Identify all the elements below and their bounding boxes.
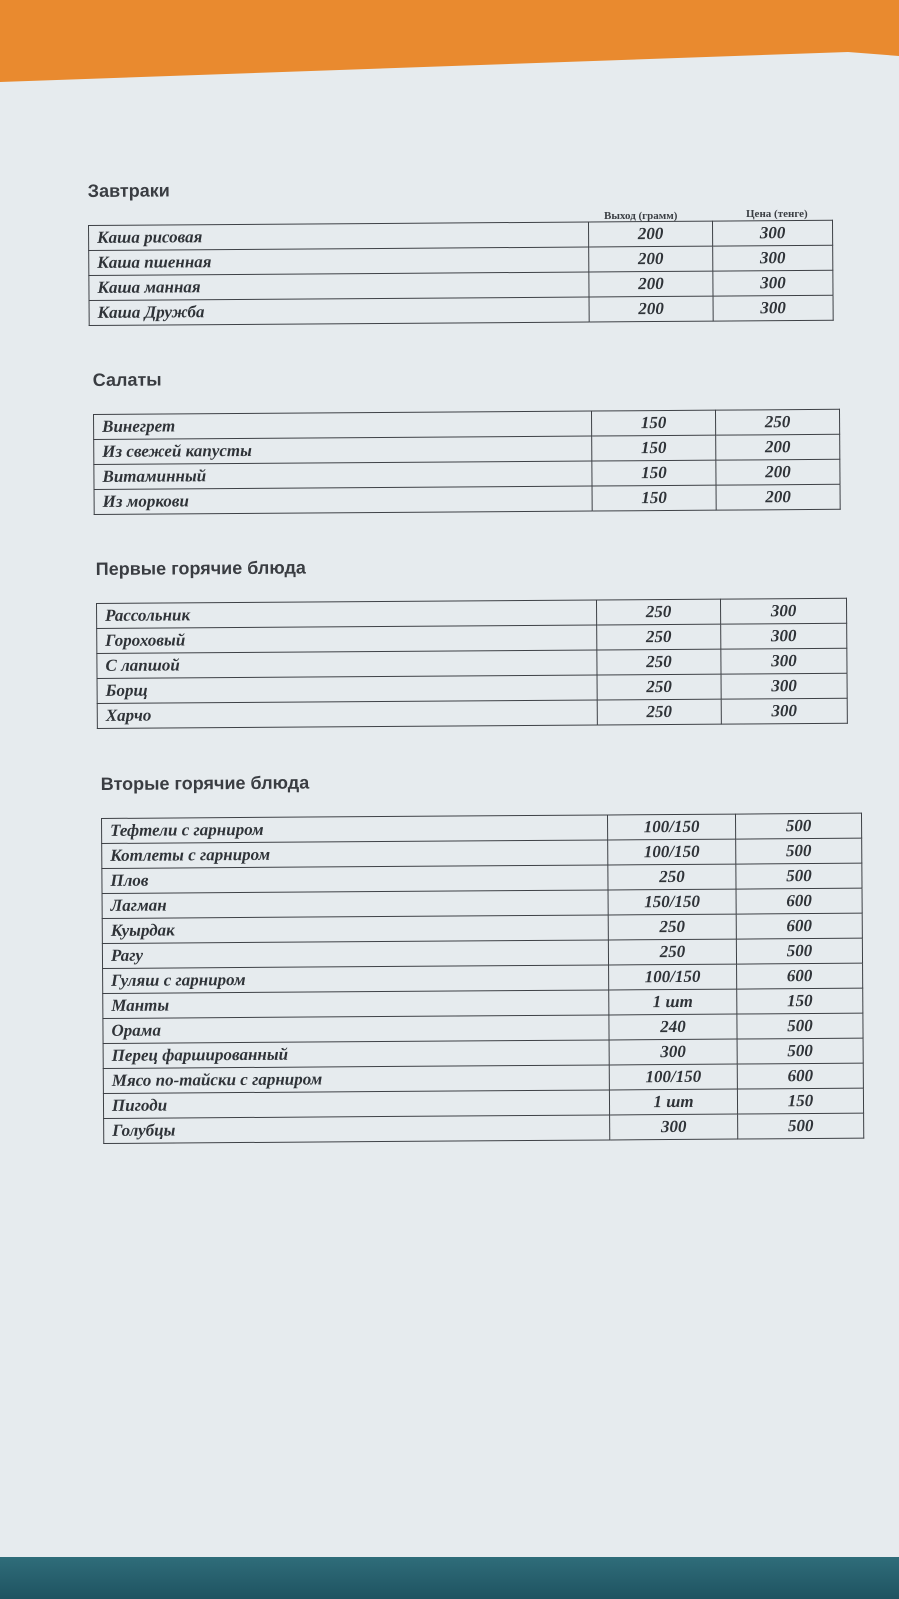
item-price: 300 <box>721 673 847 699</box>
item-name: Плов <box>102 865 608 894</box>
item-yield: 300 <box>609 1039 737 1065</box>
item-name: Перец фаршированный <box>103 1040 609 1069</box>
section-salads <box>92 369 841 515</box>
item-name: Из свежей капусты <box>94 436 592 464</box>
item-yield: 250 <box>597 649 721 675</box>
item-name: Каша манная <box>89 272 589 300</box>
table-row <box>97 698 847 728</box>
item-yield: 200 <box>589 296 713 322</box>
item-price: 300 <box>720 598 846 624</box>
item-name: Каша Дружба <box>89 297 589 325</box>
item-name: Орама <box>103 1015 609 1044</box>
item-name: Голубцы <box>104 1115 610 1144</box>
item-name: Пигоди <box>103 1090 609 1119</box>
item-price: 600 <box>736 888 862 914</box>
table-row <box>89 295 833 325</box>
item-name: Каша рисовая <box>89 222 589 250</box>
item-name: Лагман <box>102 890 608 919</box>
item-yield: 200 <box>588 221 712 247</box>
item-yield: 250 <box>597 674 721 700</box>
item-yield: 150 <box>592 460 716 486</box>
background-surface <box>0 1557 899 1599</box>
item-yield: 100/150 <box>607 814 735 840</box>
item-price: 200 <box>716 484 840 510</box>
item-price: 250 <box>715 409 839 435</box>
item-price: 300 <box>713 295 833 321</box>
item-price: 200 <box>716 459 840 485</box>
item-yield: 1 шт <box>609 989 737 1015</box>
table-row <box>104 1113 864 1143</box>
item-price: 300 <box>721 648 847 674</box>
item-yield: 250 <box>608 914 736 940</box>
table-row <box>94 484 840 514</box>
item-name: Гуляш с гарниром <box>103 965 609 994</box>
menu-table <box>88 220 834 326</box>
item-price: 500 <box>737 1013 863 1039</box>
menu-table <box>96 598 848 729</box>
item-yield: 200 <box>589 271 713 297</box>
item-yield: 250 <box>608 864 736 890</box>
item-name: Тефтели с гарниром <box>102 815 608 844</box>
item-price: 500 <box>736 838 862 864</box>
item-name: С лапшой <box>97 650 597 678</box>
item-yield: 240 <box>609 1014 737 1040</box>
item-yield: 250 <box>597 699 721 725</box>
item-price: 500 <box>736 938 862 964</box>
item-price: 500 <box>737 1038 863 1064</box>
item-yield: 300 <box>610 1114 738 1140</box>
item-name: Борщ <box>97 675 597 703</box>
section-title: Салаты <box>92 369 162 391</box>
item-name: Витаминный <box>94 461 592 489</box>
item-price: 600 <box>737 963 863 989</box>
section-title: Первые горячие блюда <box>95 557 306 580</box>
section-main-courses <box>100 772 864 1144</box>
item-price: 500 <box>736 863 862 889</box>
item-yield: 100/150 <box>609 1064 737 1090</box>
item-name: Манты <box>103 990 609 1019</box>
section-first-courses <box>95 557 848 729</box>
item-yield: 250 <box>608 939 736 965</box>
item-yield: 150 <box>592 435 716 461</box>
item-yield: 100/150 <box>608 839 736 865</box>
item-name: Котлеты с гарниром <box>102 840 608 869</box>
item-name: Гороховый <box>97 625 597 653</box>
section-title: Вторые горячие блюда <box>100 772 310 795</box>
item-yield: 150/150 <box>608 889 736 915</box>
item-yield: 150 <box>591 410 715 436</box>
item-name: Каша пшенная <box>89 247 589 275</box>
item-yield: 150 <box>592 485 716 511</box>
menu-table <box>93 409 841 515</box>
yield-column-header: Выход (грамм) <box>604 210 678 222</box>
item-name: Куырдак <box>102 915 608 944</box>
item-yield: 100/150 <box>609 964 737 990</box>
item-name: Рагу <box>102 940 608 969</box>
price-column-header: Цена (тенге) <box>746 208 808 220</box>
item-price: 500 <box>738 1113 864 1139</box>
item-price: 150 <box>737 1088 863 1114</box>
item-price: 300 <box>712 220 832 246</box>
item-name: Винегрет <box>94 411 592 439</box>
item-price: 600 <box>737 1063 863 1089</box>
item-name: Мясо по-тайски с гарниром <box>103 1065 609 1094</box>
item-yield: 250 <box>596 599 720 625</box>
item-price: 300 <box>713 245 833 271</box>
item-price: 500 <box>735 813 861 839</box>
item-yield: 200 <box>589 246 713 272</box>
item-price: 300 <box>721 698 847 724</box>
item-name: Из моркови <box>94 486 592 514</box>
item-price: 300 <box>721 623 847 649</box>
menu-table <box>101 813 864 1144</box>
item-price: 150 <box>737 988 863 1014</box>
item-price: 200 <box>716 434 840 460</box>
item-price: 600 <box>736 913 862 939</box>
item-price: 300 <box>713 270 833 296</box>
item-yield: 1 шт <box>609 1089 737 1115</box>
item-name: Рассольник <box>97 600 597 628</box>
section-title: Завтраки <box>87 180 170 202</box>
item-yield: 250 <box>597 624 721 650</box>
item-name: Харчо <box>97 700 597 728</box>
